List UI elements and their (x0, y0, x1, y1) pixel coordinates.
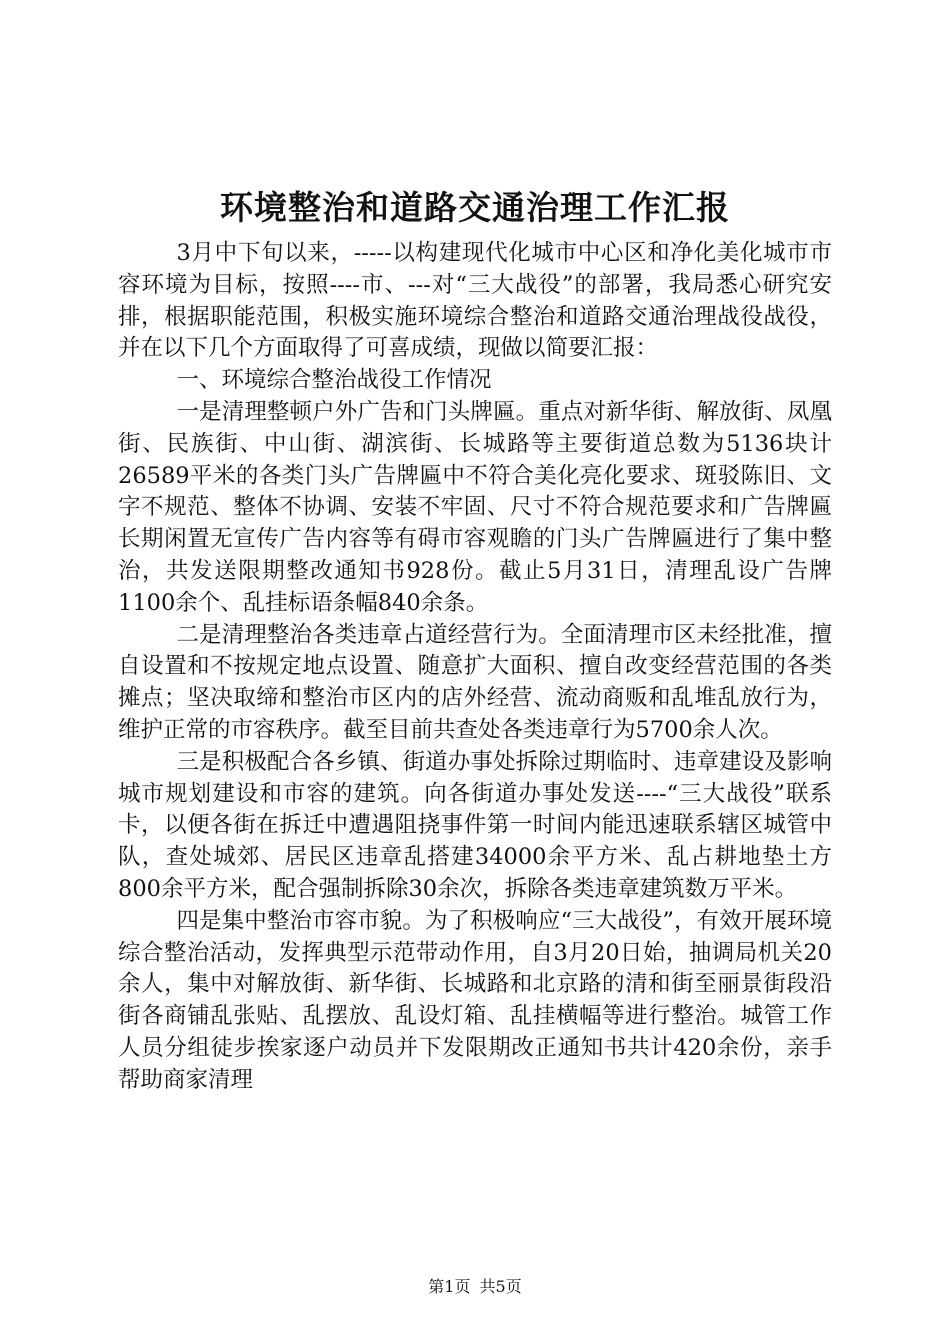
document-title: 环境整治和道路交通治理工作汇报 (220, 188, 730, 227)
paragraph-item-1: 一是清理整顿户外广告和门头牌匾。重点对新华街、解放街、凤凰街、民族街、中山街、湖滨街、长城路等主要街道总数为5136块计26589平米的各类门头广告牌匾中不符合美化亮化要求、斑驳陈旧、文字不规范、整体不协调、安装不牢固、尺寸不符合规范要求和广告牌匾长期闲置无宣传广告内容等有碍市容观瞻的门头广告牌匾进行了集中整治，共发送限期整改通知书928份。截止5月31日，清理乱设广告牌1100余个、乱挂标语条幅840余条。 (118, 398, 832, 616)
page-number: 第1页 (428, 1277, 471, 1296)
section-heading: 一、环境综合整治战役工作情况 (176, 367, 492, 394)
paragraph-item-4: 四是集中整治市容市貌。为了积极响应“三大战役”，有效开展环境综合整治活动，发挥典型示范带动作用，自3月20日始，抽调局机关20余人，集中对解放街、新华街、长城路和北京路的清和街至丽景街段沿街各商铺乱张贴、乱摆放、乱设灯箱、乱挂横幅等进行整治。城管工作人员分组徒步挨家逐户动员并下发限期改正通知书共计420余份，亲手帮助商家清理 (118, 907, 832, 1093)
page-footer (0, 1276, 950, 1298)
document-body (118, 238, 832, 1097)
page-total: 共5页 (479, 1277, 522, 1296)
paragraph-item-3: 三是积极配合各乡镇、街道办事处拆除过期临时、违章建设及影响城市规划建设和市容的建筑。向各街道办事处发送----“三大战役”联系卡，以便各街在拆迁中遭遇阻挠事件第一时间内能迅速联系辖区城管中队，查处城郊、居民区违章乱搭建34000余平方米、乱占耕地垫土方800余平方米，配合强制拆除30余次，拆除各类违章建筑数万平米。 (118, 748, 832, 902)
paragraph-item-2: 二是清理整治各类违章占道经营行为。全面清理市区未经批准，擅自设置和不按规定地点设置、随意扩大面积、擅自改变经营范围的各类摊点；坚决取缔和整治市区内的店外经营、流动商贩和乱堆乱放行为，维护正常的市容秩序。截至目前共查处各类违章行为5700余人次。 (118, 621, 832, 743)
paragraph-intro: 3月中下旬以来，-----以构建现代化城市中心区和净化美化城市市容环境为目标，按照----市、---对“三大战役”的部署，我局悉心研究安排，根据职能范围，积极实施环境综合整治和道路交通治理战役战役，并在以下几个方面取得了可喜成绩，现做以简要汇报： (118, 240, 832, 362)
